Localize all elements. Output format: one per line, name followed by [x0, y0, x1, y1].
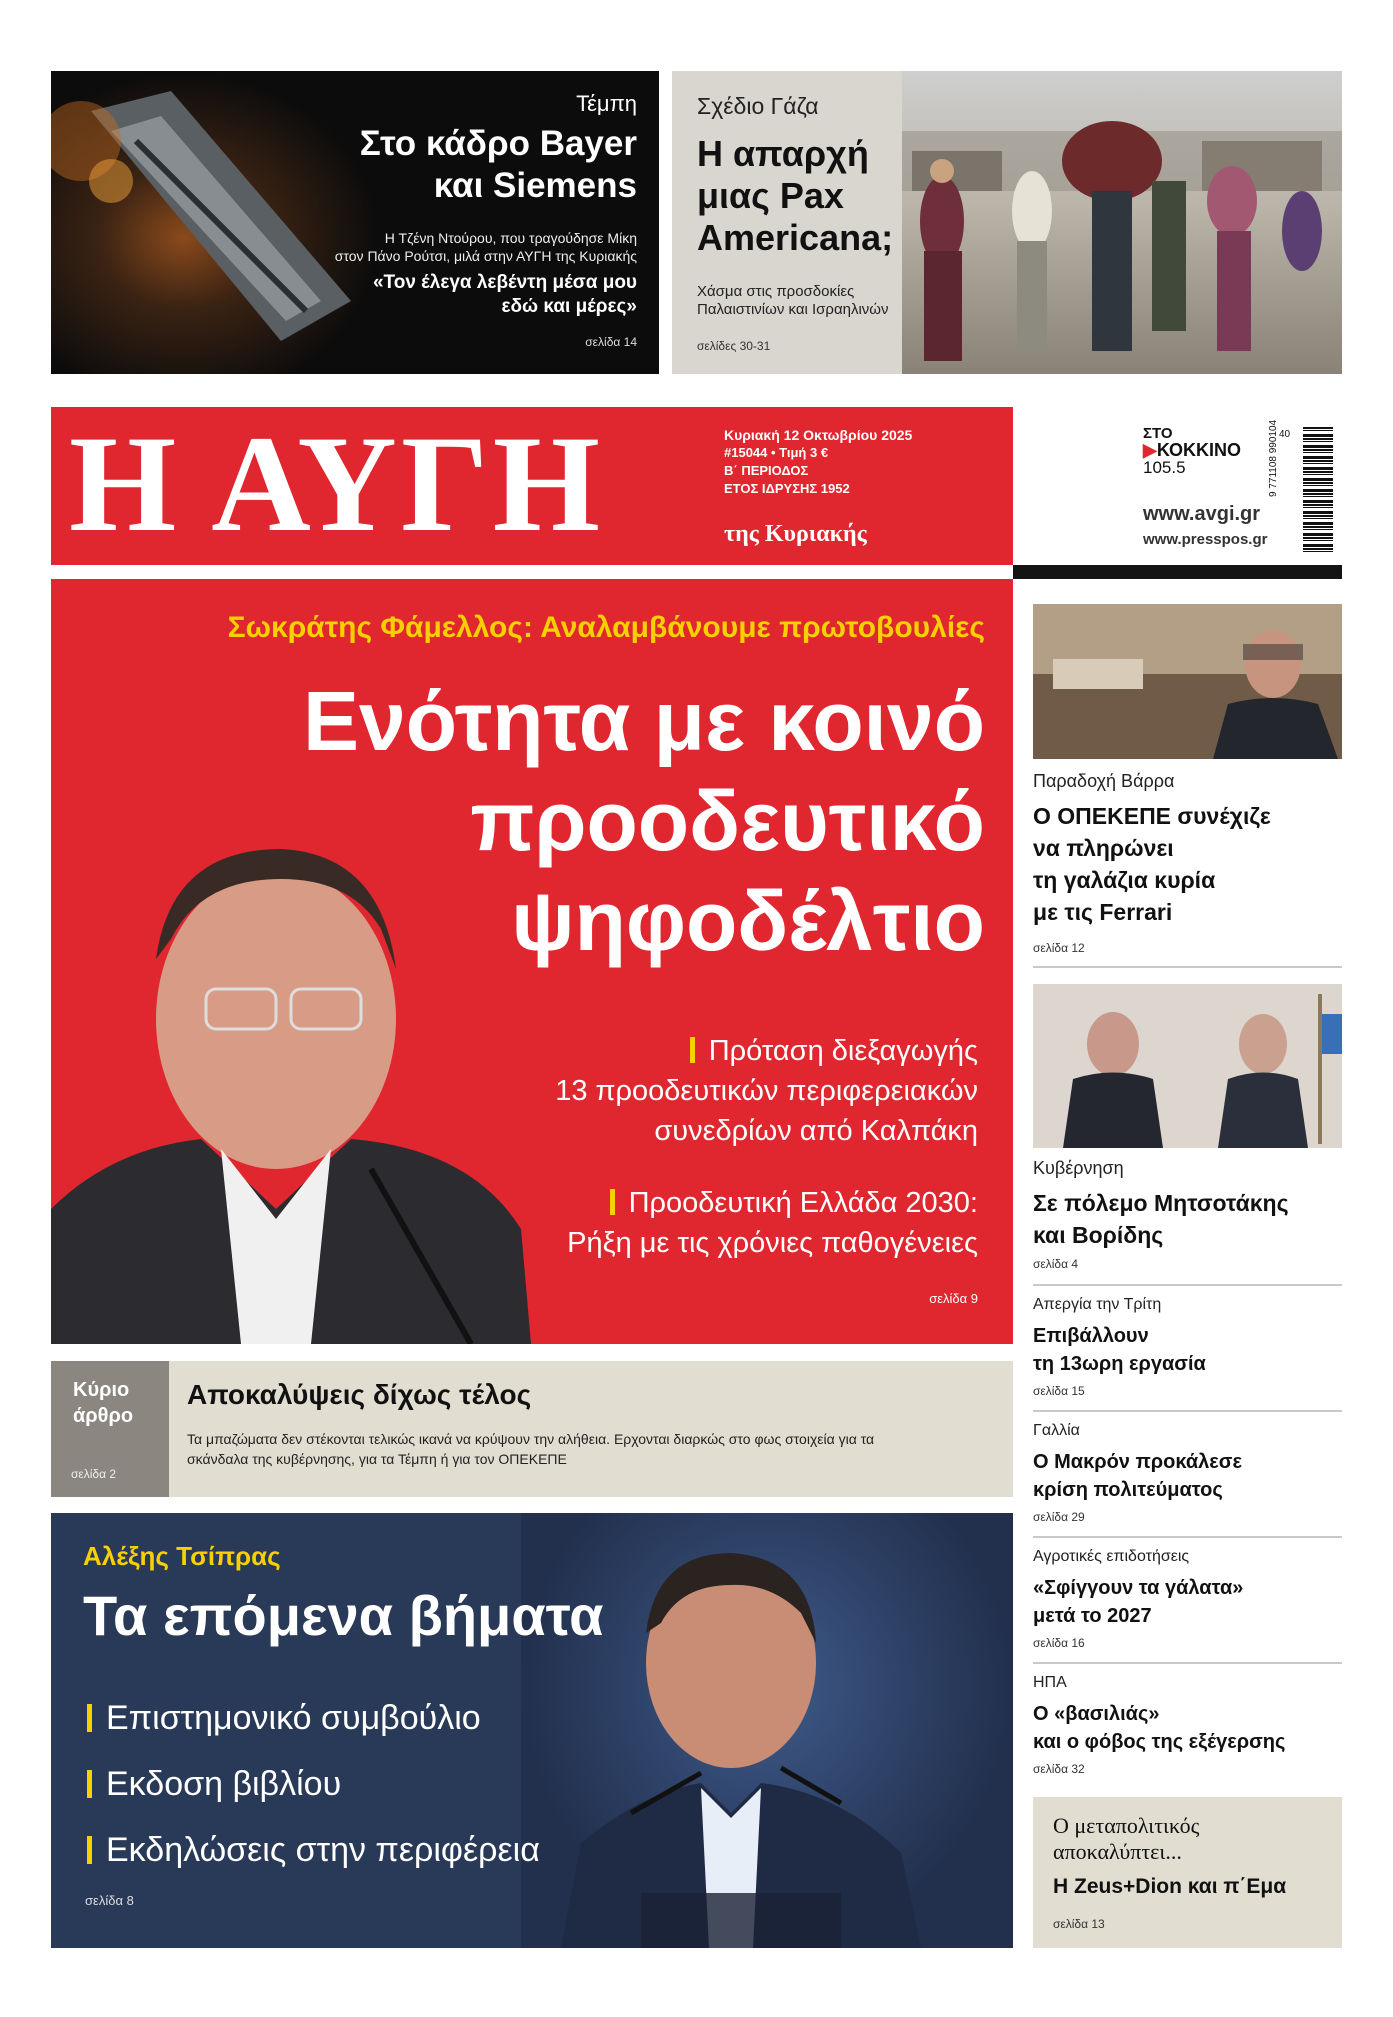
sidebar-headline-line: και ο φόβος της εξέγερσης: [1033, 1731, 1286, 1753]
website-presspos[interactable]: www.presspos.gr: [1143, 531, 1268, 548]
masthead-date: Κυριακή 12 Οκτωβρίου 2025: [724, 427, 913, 443]
newspaper-logo[interactable]: Η ΑΥΓΗ: [69, 407, 605, 560]
lead-headline-line: προοδευτικό: [470, 774, 985, 868]
sidebar-ad-kicker: [1053, 1813, 1199, 1865]
website-avgi[interactable]: www.avgi.gr: [1143, 503, 1261, 525]
lead-story[interactable]: [51, 579, 1013, 1344]
sidebar-headline[interactable]: [1033, 1448, 1242, 1504]
sidebar-kicker: Κυβέρνηση: [1033, 1158, 1124, 1178]
editorial-page-ref: σελίδα 2: [71, 1467, 117, 1481]
barcode: [1303, 427, 1333, 555]
yellow-bullet-bar: [690, 1037, 695, 1063]
sidebar-divider: [1033, 1284, 1342, 1286]
sidebar-headline-line: κρίση πολιτεύματος: [1033, 1479, 1223, 1501]
gaza-subhead: [697, 283, 889, 319]
lead-point-line: Ρήξη με τις χρόνιες παθογένειες: [567, 1227, 978, 1259]
tempi-headline-line: και Siemens: [433, 166, 637, 205]
sidebar-kicker: Γαλλία: [1033, 1422, 1080, 1439]
yellow-bullet-bar: [610, 1189, 615, 1215]
tsipras-point: [87, 1751, 540, 1817]
gaza-kicker: Σχέδιο Γάζα: [697, 93, 819, 119]
people-walking-illustration: [902, 71, 1342, 374]
masthead-black-bar: [1013, 565, 1342, 579]
sidebar-page-ref: σελίδα 29: [1033, 1510, 1085, 1524]
sidebar-headline-line: «Σφίγγουν τα γάλατα»: [1033, 1577, 1244, 1599]
lead-point-text: Προοδευτική Ελλάδα 2030:: [628, 1187, 978, 1219]
masthead-issue: #15044 • Τιμή 3 €: [724, 445, 829, 460]
barcode-digits: 9 771108 990104: [1268, 419, 1279, 497]
lead-headline-line: Ενότητα με κοινό: [303, 674, 985, 768]
sidebar-ad-box[interactable]: [1033, 1797, 1342, 1948]
tempi-headline-line: Στο κάδρο Bayer: [359, 124, 637, 163]
sidebar-ad-headline: Η Zeus+Dion και π΄Εμα: [1053, 1875, 1287, 1898]
sidebar-page-ref: σελίδα 12: [1033, 941, 1085, 955]
tsipras-photo: [521, 1513, 1013, 1948]
tsipras-points: [87, 1685, 540, 1883]
tsipras-page-ref: σελίδα 8: [85, 1893, 134, 1908]
lead-headline[interactable]: [303, 671, 985, 971]
editorial-label: [73, 1377, 133, 1429]
tempi-intro-line: στον Πάνο Ρούτσι, μιλά στην ΑΥΓΗ της Κυριακής: [334, 248, 637, 264]
gaza-headline[interactable]: [697, 133, 893, 259]
sidebar-headline[interactable]: [1033, 1187, 1289, 1251]
tsipras-point-text: Εκδοση βιβλίου: [106, 1765, 342, 1803]
sidebar-page-ref: σελίδα 16: [1033, 1636, 1085, 1650]
train-carriage-illustration: [51, 71, 381, 374]
sidebar-headline[interactable]: [1033, 800, 1271, 928]
yellow-bullet-bar: [87, 1704, 92, 1732]
lead-page-ref: σελίδα 9: [929, 1291, 978, 1306]
sidebar-kicker: Αγροτικές επιδοτήσεις: [1033, 1548, 1190, 1565]
sidebar-headline-line: Ο ΟΠΕΚΕΠΕ συνέχιζε: [1033, 803, 1271, 829]
lead-point-line: [567, 1183, 978, 1223]
tempi-kicker: Τέμπη: [576, 91, 637, 116]
editorial-text-line: σκάνδαλα της κυβέρνησης, για τα Τέμπη ή για τον ΟΠΕΚΕΠΕ: [187, 1451, 567, 1467]
sidebar-headline-line: Σε πόλεμο Μητσοτάκης: [1033, 1190, 1289, 1216]
sidebar-ad-kicker-line: Ο μεταπολιτικός: [1053, 1813, 1200, 1838]
train-wreck-photo: [51, 71, 381, 374]
masthead: [51, 407, 1013, 565]
sidebar-kicker: Παραδοχή Βάρρα: [1033, 771, 1175, 791]
sidebar-divider: [1033, 1662, 1342, 1664]
sidebar-headline-line: τη γαλάζια κυρία: [1033, 867, 1216, 893]
lead-kicker: Σωκράτης Φάμελλος: Αναλαμβάνουμε πρωτοβουλίες: [227, 611, 985, 644]
gaza-subhead-line: Παλαιστινίων και Ισραηλινών: [697, 301, 889, 318]
red-triangle-icon: ▶: [1143, 440, 1157, 460]
gaza-photo: [902, 71, 1342, 374]
tempi-intro-line: Η Τζένη Ντούρου, που τραγούδησε Μίκη: [384, 230, 637, 246]
yellow-bullet-bar: [87, 1770, 92, 1798]
sidebar-headline[interactable]: [1033, 1322, 1206, 1378]
sidebar-headline[interactable]: [1033, 1700, 1285, 1756]
sidebar-divider: [1033, 966, 1342, 968]
editorial-box[interactable]: [51, 1361, 1013, 1497]
sidebar-kicker: Απεργία την Τρίτη: [1033, 1296, 1162, 1313]
sidebar-ad-kicker-line: αποκαλύπτει...: [1053, 1839, 1182, 1864]
editorial-label-line: Κύριο: [73, 1379, 130, 1401]
gaza-headline-line: Η απαρχή: [697, 133, 869, 174]
sidebar-photo-government[interactable]: [1033, 984, 1342, 1148]
editorial-label-panel: [51, 1361, 169, 1497]
sidebar-divider: [1033, 1536, 1342, 1538]
lead-point-line: 13 προοδευτικών περιφερειακών: [555, 1075, 978, 1107]
gaza-headline-line: Americana;: [697, 217, 894, 258]
speaker-portrait-illustration: [521, 1513, 1013, 1948]
tsipras-kicker: Αλέξης Τσίπρας: [83, 1541, 281, 1571]
sidebar-headline-line: Ο Μακρόν προκάλεσε: [1033, 1451, 1242, 1473]
lead-point-text: Πρόταση διεξαγωγής: [708, 1035, 978, 1067]
tempi-quote: [373, 271, 637, 319]
two-men-illustration: [1033, 984, 1342, 1148]
tempi-page-ref: σελίδα 14: [585, 335, 637, 349]
lead-headline-line: ψηφοδέλτιο: [511, 874, 985, 968]
masthead-period: Β΄ ΠΕΡΙΟΔΟΣ: [724, 463, 809, 478]
tsipras-point: [87, 1685, 540, 1751]
sidebar-headline-line: να πληρώνει: [1033, 835, 1174, 861]
tempi-quote-line: «Τον έλεγα λεβέντη μέσα μου: [372, 272, 637, 293]
masthead-subtitle: της Κυριακής: [724, 521, 867, 547]
yellow-bullet-bar: [87, 1836, 92, 1864]
lead-point-line: συνεδρίων από Καλπάκη: [654, 1115, 978, 1147]
sidebar-kicker: ΗΠΑ: [1033, 1674, 1067, 1691]
lead-point-line: [555, 1031, 978, 1071]
editorial-headline[interactable]: Αποκαλύψεις δίχως τέλος: [187, 1379, 532, 1410]
lead-point-1: [555, 1031, 978, 1151]
sidebar-page-ref: σελίδα 32: [1033, 1762, 1085, 1776]
promo-tempi[interactable]: [51, 71, 659, 374]
sidebar-photo-hearing[interactable]: [1033, 604, 1342, 759]
sidebar-headline-line: και Βορίδης: [1033, 1222, 1164, 1248]
tsipras-point-text: Επιστημονικό συμβούλιο: [106, 1699, 481, 1737]
barcode-addon: 40: [1279, 429, 1291, 440]
sidebar-page-ref: σελίδα 15: [1033, 1384, 1085, 1398]
editorial-label-line: άρθρο: [73, 1405, 134, 1427]
editorial-text: [187, 1429, 997, 1469]
tempi-quote-line: εδώ και μέρες»: [501, 296, 637, 317]
sidebar-headline-line: Επιβάλλουν: [1033, 1325, 1149, 1347]
sidebar-headline-line: τη 13ωρη εργασία: [1033, 1353, 1206, 1375]
radio-logo[interactable]: [1143, 425, 1241, 476]
masthead-founded: ΕΤΟΣ ΙΔΡΥΣΗΣ 1952: [724, 481, 850, 496]
tsipras-point-text: Εκδηλώσεις στην περιφέρεια: [106, 1831, 540, 1869]
radio-frequency: 105.5: [1143, 458, 1186, 477]
sidebar-headline-line: Ο «βασιλιάς»: [1033, 1703, 1160, 1725]
sidebar-headline-line: μετά το 2027: [1033, 1605, 1152, 1627]
masthead-side: [1013, 407, 1342, 565]
tsipras-story[interactable]: [51, 1513, 1013, 1948]
sidebar-headline-line: με τις Ferrari: [1033, 899, 1173, 925]
radio-logo-line: [1143, 442, 1241, 459]
hearing-room-illustration: [1033, 604, 1342, 759]
tempi-headline[interactable]: [360, 123, 637, 207]
sidebar-page-ref: σελίδα 4: [1033, 1257, 1079, 1271]
radio-name: ΚΟΚΚΙΝΟ: [1156, 440, 1242, 460]
tsipras-headline[interactable]: Τα επόμενα βήματα: [83, 1584, 604, 1647]
sidebar-headline[interactable]: [1033, 1574, 1243, 1630]
sidebar-divider: [1033, 1410, 1342, 1412]
gaza-page-ref: σελίδες 30-31: [697, 339, 771, 353]
lead-point-2: [567, 1183, 978, 1263]
sidebar-ad-page-ref: σελίδα 13: [1053, 1917, 1105, 1931]
gaza-headline-line: μιας Pax: [697, 175, 844, 216]
tsipras-point: [87, 1817, 540, 1883]
tempi-intro: [335, 229, 637, 265]
editorial-text-line: Τα μπαζώματα δεν στέκονται τελικώς ικανά να κρύψουν την αλήθεια. Ερχονται διαρκώς στο φως στοιχεία για τα: [187, 1431, 875, 1447]
radio-logo-line: ΣΤΟ: [1143, 425, 1173, 442]
gaza-subhead-line: Χάσμα στις προσδοκίες: [697, 283, 855, 300]
promo-gaza[interactable]: [672, 71, 1342, 374]
